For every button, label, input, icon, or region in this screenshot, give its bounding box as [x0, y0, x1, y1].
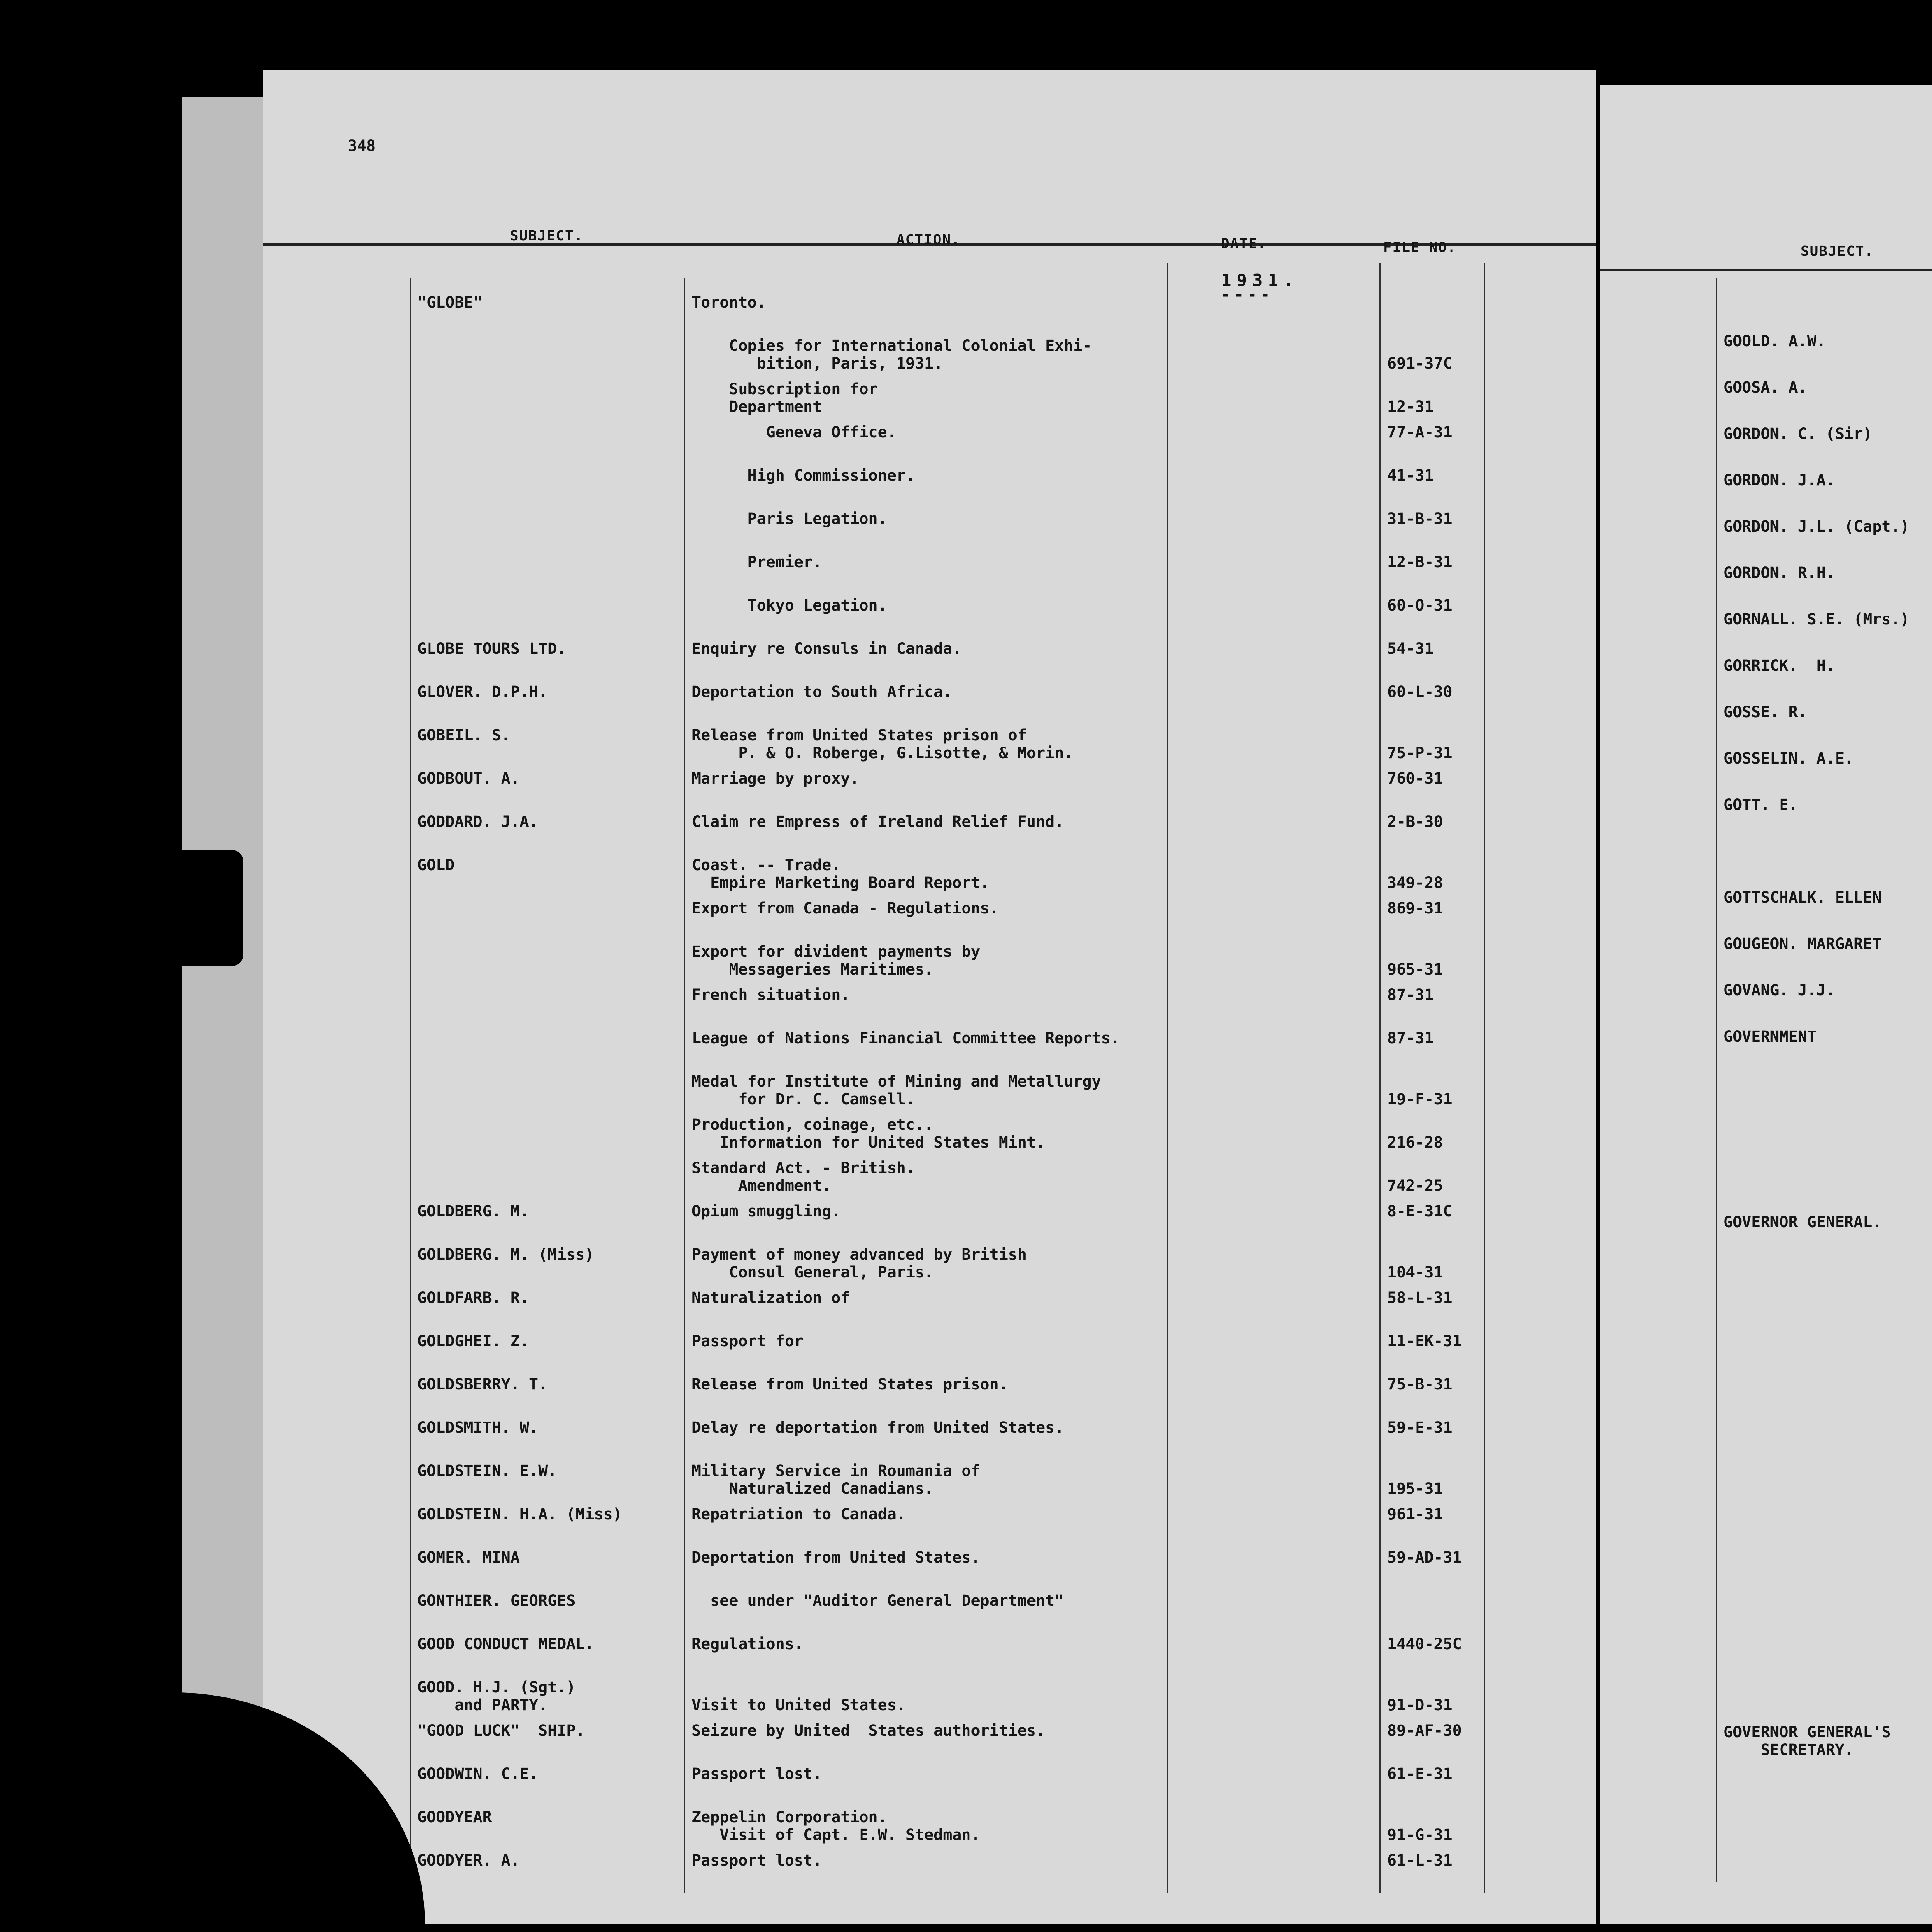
entry-file-number: 195-31 [1387, 1480, 1443, 1498]
entry-action: Enquiry re Consuls in Canada. [692, 640, 962, 658]
entry-action: Seizure by United States authorities. [692, 1722, 1046, 1740]
left-ledger-page [263, 70, 1596, 1924]
entry-file-number: 216-28 [1387, 1134, 1443, 1151]
entry-subject: GOUGEON. MARGARET [1723, 935, 1882, 953]
date-column-header: DATE. [1221, 236, 1267, 252]
entry-subject: GOOD. H.J. (Sgt.) and PARTY. [417, 1679, 576, 1714]
entry-file-number: 41-31 [1387, 467, 1434, 485]
entry-file-number: 60-L-30 [1387, 683, 1452, 701]
entry-action: Regulations. [692, 1635, 803, 1653]
entry-subject: GODDARD. J.A. [417, 813, 539, 831]
entry-action: Release from United States prison of P. & O. Roberge, G.Lisotte, & Morin. [692, 726, 1073, 762]
entry-action: Tokyo Legation. [692, 597, 887, 614]
entry-action: Deportation to South Africa. [692, 683, 952, 701]
left-page-stack-edge [182, 97, 270, 1843]
entry-file-number: 760-31 [1387, 770, 1443, 787]
entry-file-number: 349-28 [1387, 874, 1443, 892]
header-rule [1600, 269, 1932, 271]
entry-action: French situation. [692, 986, 850, 1004]
column-rule [1379, 263, 1381, 1893]
year-underline: ---- [1221, 286, 1274, 304]
entry-subject: GOVERNOR GENERAL. [1723, 1213, 1882, 1231]
column-rule [410, 278, 411, 1893]
right-ledger-page [1600, 85, 1932, 1924]
entry-subject: GOVANG. J.J. [1723, 981, 1835, 999]
entry-action: Paris Legation. [692, 510, 887, 528]
entry-subject: GLOVER. D.P.H. [417, 683, 548, 701]
entry-subject: GOLD [417, 856, 455, 874]
entry-subject: GOSSELIN. A.E. [1723, 750, 1854, 767]
entry-subject: GOLDBERG. M. (Miss) [417, 1246, 594, 1264]
entry-file-number: 961-31 [1387, 1505, 1443, 1523]
entry-subject: GOBEIL. S. [417, 726, 510, 744]
entry-action: High Commissioner. [692, 467, 915, 485]
entry-subject: GOLDSBERRY. T. [417, 1376, 548, 1393]
entry-subject: GOOLD. A.W. [1723, 332, 1826, 350]
entry-subject: GOODWIN. C.E. [417, 1765, 539, 1783]
entry-subject: GOLDSTEIN. H.A. (Miss) [417, 1505, 622, 1523]
entry-subject: GORNALL. S.E. (Mrs.) [1723, 611, 1910, 628]
entry-action: Medal for Institute of Mining and Metallurgy for Dr. C. Camsell. [692, 1073, 1101, 1108]
binding-shadow [151, 850, 243, 966]
entry-file-number: 61-L-31 [1387, 1852, 1452, 1869]
entry-subject: GORDON. R.H. [1723, 564, 1835, 582]
entry-subject: GOLDSTEIN. E.W. [417, 1462, 557, 1480]
entry-file-number: 31-B-31 [1387, 510, 1452, 528]
entry-action: Passport for [692, 1332, 803, 1350]
entry-subject: GORRICK. H. [1723, 657, 1835, 675]
entry-action: Export from Canada - Regulations. [692, 900, 999, 917]
entry-subject: GOSSE. R. [1723, 703, 1807, 721]
entry-action: Copies for International Colonial Exhi- bition, Paris, 1931. [729, 337, 1092, 372]
column-rule [1716, 278, 1717, 1882]
entry-action: Opium smuggling. [692, 1202, 841, 1220]
entry-action: League of Nations Financial Committee Reports. [692, 1029, 1120, 1047]
entry-action: Visit to United States. [692, 1696, 906, 1714]
subject-column-header: SUBJECT. [510, 228, 583, 244]
entry-action: Coast. -- Trade. Empire Marketing Board Report. [692, 856, 990, 892]
entry-subject: GOOD CONDUCT MEDAL. [417, 1635, 594, 1653]
entry-file-number: 60-O-31 [1387, 597, 1452, 614]
entry-file-number: 54-31 [1387, 640, 1434, 658]
entry-file-number: 75-B-31 [1387, 1376, 1452, 1393]
column-rule [1484, 263, 1485, 1893]
entry-action: Deportation from United States. [692, 1549, 980, 1566]
entry-subject: GOLDGHEI. Z. [417, 1332, 529, 1350]
entry-file-number: 87-31 [1387, 986, 1434, 1004]
entry-file-number: 104-31 [1387, 1264, 1443, 1281]
entry-file-number: 8-E-31C [1387, 1202, 1452, 1220]
entry-action: Naturalization of [692, 1289, 850, 1307]
entry-action: Subscription for Department [729, 380, 878, 416]
entry-subject: GOODYER. A. [417, 1852, 520, 1869]
entry-subject: GOMER. MINA [417, 1549, 520, 1566]
entry-file-number: 19-F-31 [1387, 1090, 1452, 1108]
entry-subject: "GOOD LUCK" SHIP. [417, 1722, 585, 1740]
entry-action: Production, coinage, etc.. Information for United States Mint. [692, 1116, 1046, 1151]
entry-action: Premier. [692, 553, 822, 571]
entry-file-number: 89-AF-30 [1387, 1722, 1462, 1740]
entry-file-number: 58-L-31 [1387, 1289, 1452, 1307]
entry-subject: GOLDFARB. R. [417, 1289, 529, 1307]
entry-action: Toronto. [692, 294, 766, 311]
entry-file-number: 87-31 [1387, 1029, 1434, 1047]
entry-action: Passport lost. [692, 1852, 822, 1869]
entry-subject: GOLDBERG. M. [417, 1202, 529, 1220]
entry-subject: GODBOUT. A. [417, 770, 520, 787]
entry-subject: GOVERNOR GENERAL'S SECRETARY. [1723, 1723, 1891, 1759]
entry-action: see under "Auditor General Department" [692, 1592, 1064, 1610]
entry-file-number: 869-31 [1387, 900, 1443, 917]
entry-subject: GOODYEAR [417, 1808, 492, 1826]
entry-subject: GOVERNMENT [1723, 1028, 1816, 1046]
entry-action: Marriage by proxy. [692, 770, 859, 787]
entry-action: Passport lost. [692, 1765, 822, 1783]
entry-file-number: 91-G-31 [1387, 1826, 1452, 1844]
entry-file-number: 59-AD-31 [1387, 1549, 1462, 1566]
entry-action: Zeppelin Corporation. Visit of Capt. E.W. Stedman. [692, 1808, 980, 1844]
entry-subject: GORDON. J.L. (Capt.) [1723, 518, 1910, 536]
entry-action: Release from United States prison. [692, 1376, 1008, 1393]
subject-column-header: SUBJECT. [1801, 243, 1874, 259]
entry-file-number: 965-31 [1387, 961, 1443, 978]
entry-subject: "GLOBE" [417, 294, 483, 311]
entry-file-number: 77-A-31 [1387, 423, 1452, 441]
entry-action: Geneva Office. [692, 423, 896, 441]
entry-file-number: 742-25 [1387, 1177, 1443, 1195]
year-label: 1931. [1221, 270, 1299, 290]
entry-subject: GOTTSCHALK. ELLEN [1723, 889, 1882, 906]
entry-file-number: 12-B-31 [1387, 553, 1452, 571]
entry-subject: GONTHIER. GEORGES [417, 1592, 576, 1610]
file-no-column-header: FILE NO. [1383, 240, 1457, 255]
entry-file-number: 91-D-31 [1387, 1696, 1452, 1714]
entry-subject: GOLDSMITH. W. [417, 1419, 539, 1437]
entry-file-number: 2-B-30 [1387, 813, 1443, 831]
entry-action: Claim re Empress of Ireland Relief Fund. [692, 813, 1064, 831]
entry-subject: GORDON. C. (Sir) [1723, 425, 1872, 443]
entry-file-number: 691-37C [1387, 355, 1452, 372]
entry-file-number: 61-E-31 [1387, 1765, 1452, 1783]
entry-subject: GORDON. J.A. [1723, 471, 1835, 489]
entry-subject: GOOSA. A. [1723, 379, 1807, 396]
entry-file-number: 1440-25C [1387, 1635, 1462, 1653]
entry-file-number: 59-E-31 [1387, 1419, 1452, 1437]
entry-subject: GLOBE TOURS LTD. [417, 640, 566, 658]
entry-file-number: 75-P-31 [1387, 744, 1452, 762]
page-number: 348 [348, 137, 376, 155]
column-rule [684, 278, 685, 1893]
entry-action: Export for divident payments by Messageries Maritimes. [692, 943, 980, 978]
entry-file-number: 11-EK-31 [1387, 1332, 1462, 1350]
entry-action: Standard Act. - British. Amendment. [692, 1159, 915, 1195]
entry-file-number: 12-31 [1387, 398, 1434, 416]
entry-action: Payment of money advanced by British Consul General, Paris. [692, 1246, 1027, 1281]
column-rule [1167, 263, 1168, 1893]
action-column-header: ACTION. [896, 232, 961, 248]
entry-action: Repatriation to Canada. [692, 1505, 906, 1523]
entry-action: Military Service in Roumania of Naturalized Canadians. [692, 1462, 980, 1498]
entry-subject: GOTT. E. [1723, 796, 1798, 814]
entry-action: Delay re deportation from United States. [692, 1419, 1064, 1437]
